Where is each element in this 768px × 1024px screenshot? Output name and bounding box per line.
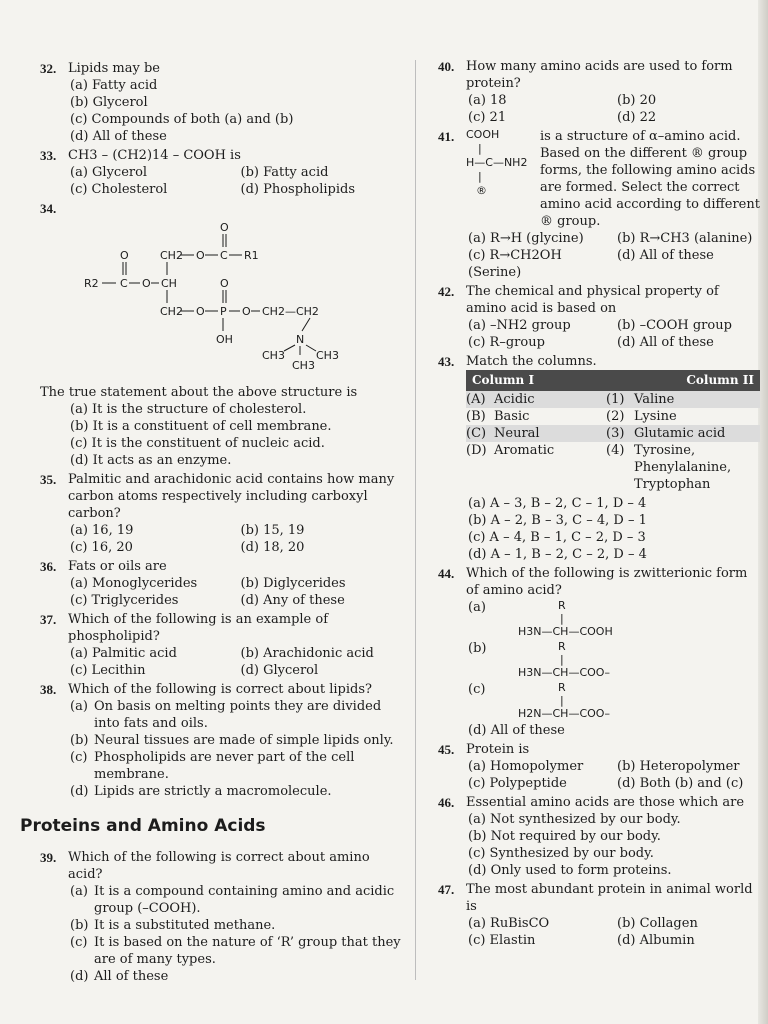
- option-b: (b) Glycerol: [70, 95, 148, 110]
- label-ch3: CH3: [262, 349, 285, 362]
- label-ch: CH: [161, 277, 177, 290]
- phospholipid-structure: [70, 221, 405, 376]
- question-text: is a structure of α–amino acid. Based on the different ® group forms, the following amino acids are formed. Select the correct amino acid according to different ® group.: [540, 129, 760, 229]
- question-number: 36.: [40, 559, 57, 574]
- zwitterion-figure: R | H3N—CH—COOH: [518, 599, 613, 638]
- label-ch2-top: CH2: [160, 249, 183, 262]
- question-number: 37.: [40, 612, 57, 627]
- option-c: (c) Elastin: [468, 933, 536, 948]
- option-d: (d) Only used to form proteins.: [468, 863, 672, 878]
- option-c: [40, 934, 405, 968]
- option-b: (b) Heteropolymer: [617, 759, 740, 774]
- option-b: (b) Fatty acid: [240, 165, 329, 180]
- column-i-item: Acidic: [494, 392, 535, 407]
- column-i-item: Basic: [494, 409, 530, 424]
- question-text: Which of the following is zwitterionic form of amino acid?: [466, 566, 748, 598]
- option-d: (d) Phospholipids: [240, 182, 356, 197]
- question-text: Essential amino acids are those which are: [466, 795, 745, 810]
- option-a: (a) RuBisCO: [468, 916, 550, 931]
- question-32: [40, 60, 405, 145]
- question-text: How many amino acids are used to form protein?: [466, 59, 733, 91]
- option-text: It is based on the nature of ‘R’ group that they are of many types.: [94, 935, 401, 967]
- question-text: CH3 – (CH2)14 – COOH is: [68, 148, 241, 163]
- column-i-item: Aromatic: [494, 443, 555, 458]
- option-label: (a): [468, 600, 486, 615]
- label-r: ®: [476, 184, 487, 197]
- question-number: 41.: [438, 129, 455, 144]
- option-label: (c): [70, 935, 88, 950]
- option-b: (b) Diglycerides: [240, 576, 346, 591]
- option-d: (d) Any of these: [240, 593, 345, 608]
- question-33: [40, 147, 405, 198]
- option-c: [40, 749, 405, 783]
- question-40: [438, 58, 760, 126]
- label-o: O: [142, 277, 151, 290]
- option-d: (d) Both (b) and (c): [617, 776, 744, 791]
- question-number: 32.: [40, 61, 57, 76]
- option-b: (b) –COOH group: [617, 318, 732, 333]
- label-n: N: [296, 333, 305, 346]
- option-b: (b) It is a constituent of cell membrane.: [70, 419, 332, 434]
- label-h-c-nh2: H—C—NH2: [466, 156, 528, 169]
- column-i-item: Neural: [494, 426, 540, 441]
- label-ch3: CH3: [292, 359, 315, 372]
- label-chain: CH2—CH2: [262, 305, 319, 318]
- option-b: (b) 15, 19: [240, 523, 305, 538]
- option-d: (d) All of these: [468, 723, 565, 738]
- column-divider: [415, 60, 416, 980]
- question-44: [438, 565, 760, 739]
- label-o: O: [242, 305, 251, 318]
- question-45: [438, 741, 760, 792]
- option-a: (a) Monoglycerides: [70, 576, 198, 591]
- option-c: (c) Polypeptide: [468, 776, 567, 791]
- amino-acid-structure: COOH | H—C—NH2 | ®: [466, 128, 540, 230]
- question-47: [438, 881, 760, 949]
- match-row: [466, 425, 760, 442]
- question-46: [438, 794, 760, 879]
- option-label: (d): [70, 969, 89, 984]
- option-a: [468, 599, 760, 638]
- option-a: (a) Homopolymer: [468, 759, 584, 774]
- match-row: [466, 442, 760, 493]
- label-o: O: [220, 277, 229, 290]
- zwitterion-figure: R | H3N—CH—COO–: [518, 640, 610, 679]
- option-c: (c) R–group: [468, 335, 545, 350]
- option-d: (d) A – 1, B – 2, C – 2, D – 4: [468, 547, 647, 562]
- label-r: R: [558, 640, 566, 653]
- phospholipid-structure-diagram: [70, 221, 339, 372]
- label-c: C: [220, 249, 228, 262]
- option-a: (a) 18: [468, 93, 507, 108]
- option-a: (a) Fatty acid: [70, 78, 158, 93]
- question-text: The true statement about the above structure is: [40, 385, 358, 400]
- column-ii-item: Lysine: [634, 409, 677, 424]
- option-b: (b) 20: [617, 93, 657, 108]
- option-c: (c) 21: [468, 110, 507, 125]
- option-a: [40, 698, 405, 732]
- label-oh: OH: [216, 333, 233, 346]
- option-b: (b) A – 2, B – 3, C – 4, D – 1: [468, 513, 647, 528]
- option-c: [468, 681, 760, 720]
- question-number: 44.: [438, 566, 455, 581]
- option-label: (c): [468, 682, 486, 697]
- option-text: All of these: [94, 969, 169, 984]
- question-text: The most abundant protein in animal world is: [466, 882, 753, 914]
- match-row: [466, 391, 760, 408]
- option-a: (a) –NH2 group: [468, 318, 571, 333]
- option-label: (a): [70, 884, 88, 899]
- option-d: (d) Albumin: [617, 933, 695, 948]
- question-number: 33.: [40, 148, 57, 163]
- question-text: Match the columns.: [466, 354, 597, 369]
- row-number: (2): [606, 409, 625, 424]
- option-text: Neural tissues are made of simple lipids only.: [94, 733, 394, 748]
- zwitterion-figure: R | H2N—CH—COO–: [518, 681, 610, 720]
- label-r2: R2: [84, 277, 99, 290]
- option-c: (c) Lecithin: [70, 663, 146, 678]
- column-ii-header: Column II: [686, 373, 754, 387]
- option-label: (d): [70, 784, 89, 799]
- question-text: The chemical and physical property of amino acid is based on: [466, 284, 719, 316]
- column-ii-item: Glutamic acid: [634, 426, 726, 441]
- label-formula: H3N—CH—COO–: [518, 666, 610, 679]
- row-label: (A): [466, 392, 486, 407]
- question-text: Fats or oils are: [68, 559, 167, 574]
- option-d: (d) All of these: [617, 335, 714, 350]
- option-c: (c) It is the constituent of nucleic acid.: [70, 436, 325, 451]
- label-cooh: COOH: [466, 128, 500, 141]
- option-b: [40, 732, 405, 749]
- label-ch3: CH3: [316, 349, 339, 362]
- option-label: (b): [468, 641, 487, 656]
- option-text: On basis on melting points they are divided into fats and oils.: [94, 699, 382, 731]
- left-column: [20, 60, 405, 987]
- right-column: [438, 58, 760, 951]
- match-table-header: [466, 370, 760, 391]
- question-39: [40, 849, 405, 985]
- label-r: R: [558, 681, 566, 694]
- label-r1: R1: [244, 249, 259, 262]
- question-number: 34.: [40, 201, 57, 216]
- option-text: It is a substituted methane.: [94, 918, 276, 933]
- row-label: (D): [466, 443, 487, 458]
- option-c: (c) R→CH2OH (Serine): [468, 248, 562, 280]
- option-d: (d) 18, 20: [240, 540, 305, 555]
- question-text: Protein is: [466, 742, 530, 757]
- section-title: Proteins and Amino Acids: [20, 816, 266, 836]
- option-b: (b) Not required by our body.: [468, 829, 661, 844]
- row-number: (4): [606, 443, 625, 458]
- option-b: (b) Collagen: [617, 916, 698, 931]
- question-37: [40, 611, 405, 679]
- option-label: (a): [70, 699, 88, 714]
- option-d: [40, 783, 405, 800]
- label-formula: H2N—CH—COO–: [518, 707, 610, 720]
- question-text: Which of the following is correct about lipids?: [68, 682, 372, 697]
- row-label: (C): [466, 426, 487, 441]
- label-o: O: [196, 305, 205, 318]
- option-label: (c): [70, 750, 88, 765]
- option-c: (c) A – 4, B – 1, C – 2, D – 3: [468, 530, 646, 545]
- option-label: (b): [70, 918, 89, 933]
- label-ch2-bottom: CH2: [160, 305, 183, 318]
- question-number: 42.: [438, 284, 455, 299]
- row-number: (1): [606, 392, 625, 407]
- question-38: [40, 681, 405, 800]
- option-a: (a) R→H (glycine): [468, 231, 584, 246]
- option-label: (b): [70, 733, 89, 748]
- question-number: 38.: [40, 682, 57, 697]
- column-ii-item: Tyrosine, Phenylalanine, Tryptophan: [634, 443, 732, 492]
- option-b: (b) Arachidonic acid: [240, 646, 374, 661]
- question-42: [438, 283, 760, 351]
- option-d: (d) All of these: [617, 248, 714, 263]
- option-c: (c) Cholesterol: [70, 182, 168, 197]
- question-number: 47.: [438, 882, 455, 897]
- label-r: R: [558, 599, 566, 612]
- row-number: (3): [606, 426, 625, 441]
- option-b: (b) R→CH3 (alanine): [617, 231, 753, 246]
- option-text: It is a compound containing amino and acidic group (–COOH).: [94, 884, 395, 916]
- question-34: [40, 200, 405, 469]
- option-c: (c) Synthesized by our body.: [468, 846, 654, 861]
- option-d: [40, 968, 405, 985]
- question-43: [438, 353, 760, 563]
- question-number: 40.: [438, 59, 455, 74]
- question-text: Which of the following is an example of phospholipid?: [68, 612, 329, 644]
- option-c: (c) Triglycerides: [70, 593, 179, 608]
- row-label: (B): [466, 409, 486, 424]
- question-number: 35.: [40, 472, 57, 487]
- option-a: (a) It is the structure of cholesterol.: [70, 402, 307, 417]
- label-o: O: [220, 221, 229, 234]
- option-a: (a) Palmitic acid: [70, 646, 177, 661]
- option-text: Lipids are strictly a macromolecule.: [94, 784, 332, 799]
- option-d: (d) Glycerol: [240, 663, 319, 678]
- question-35: [40, 471, 405, 556]
- option-a: (a) Glycerol: [70, 165, 148, 180]
- option-b: [40, 917, 405, 934]
- option-b: [468, 640, 760, 679]
- label-p: P: [220, 305, 227, 318]
- label-formula: H3N—CH—COOH: [518, 625, 613, 638]
- label-o: O: [196, 249, 205, 262]
- question-number: 39.: [40, 850, 57, 865]
- column-i-header: Column I: [472, 373, 535, 387]
- option-c: (c) Compounds of both (a) and (b): [70, 112, 294, 127]
- label-c: C: [120, 277, 128, 290]
- option-d: (d) 22: [617, 110, 657, 125]
- option-text: Phospholipids are never part of the cell membrane.: [94, 750, 355, 782]
- option-d: (d) All of these: [70, 129, 167, 144]
- question-text: Lipids may be: [68, 61, 160, 76]
- match-row: [466, 408, 760, 425]
- option-c: (c) 16, 20: [70, 540, 133, 555]
- question-41: [438, 128, 760, 281]
- question-number: 45.: [438, 742, 455, 757]
- option-a: (a) 16, 19: [70, 523, 134, 538]
- option-a: (a) Not synthesized by our body.: [468, 812, 681, 827]
- label-o: O: [120, 249, 129, 262]
- question-number: 43.: [438, 354, 455, 369]
- question-text: Palmitic and arachidonic acid contains how many carbon atoms respectively including carboxyl carbon?: [68, 472, 395, 521]
- question-number: 46.: [438, 795, 455, 810]
- question-36: [40, 558, 405, 609]
- option-a: [40, 883, 405, 917]
- option-a: (a) A – 3, B – 2, C – 1, D – 4: [468, 496, 647, 511]
- column-ii-item: Valine: [634, 392, 675, 407]
- option-d: (d) It acts as an enzyme.: [70, 453, 232, 468]
- question-text: Which of the following is correct about amino acid?: [68, 850, 370, 882]
